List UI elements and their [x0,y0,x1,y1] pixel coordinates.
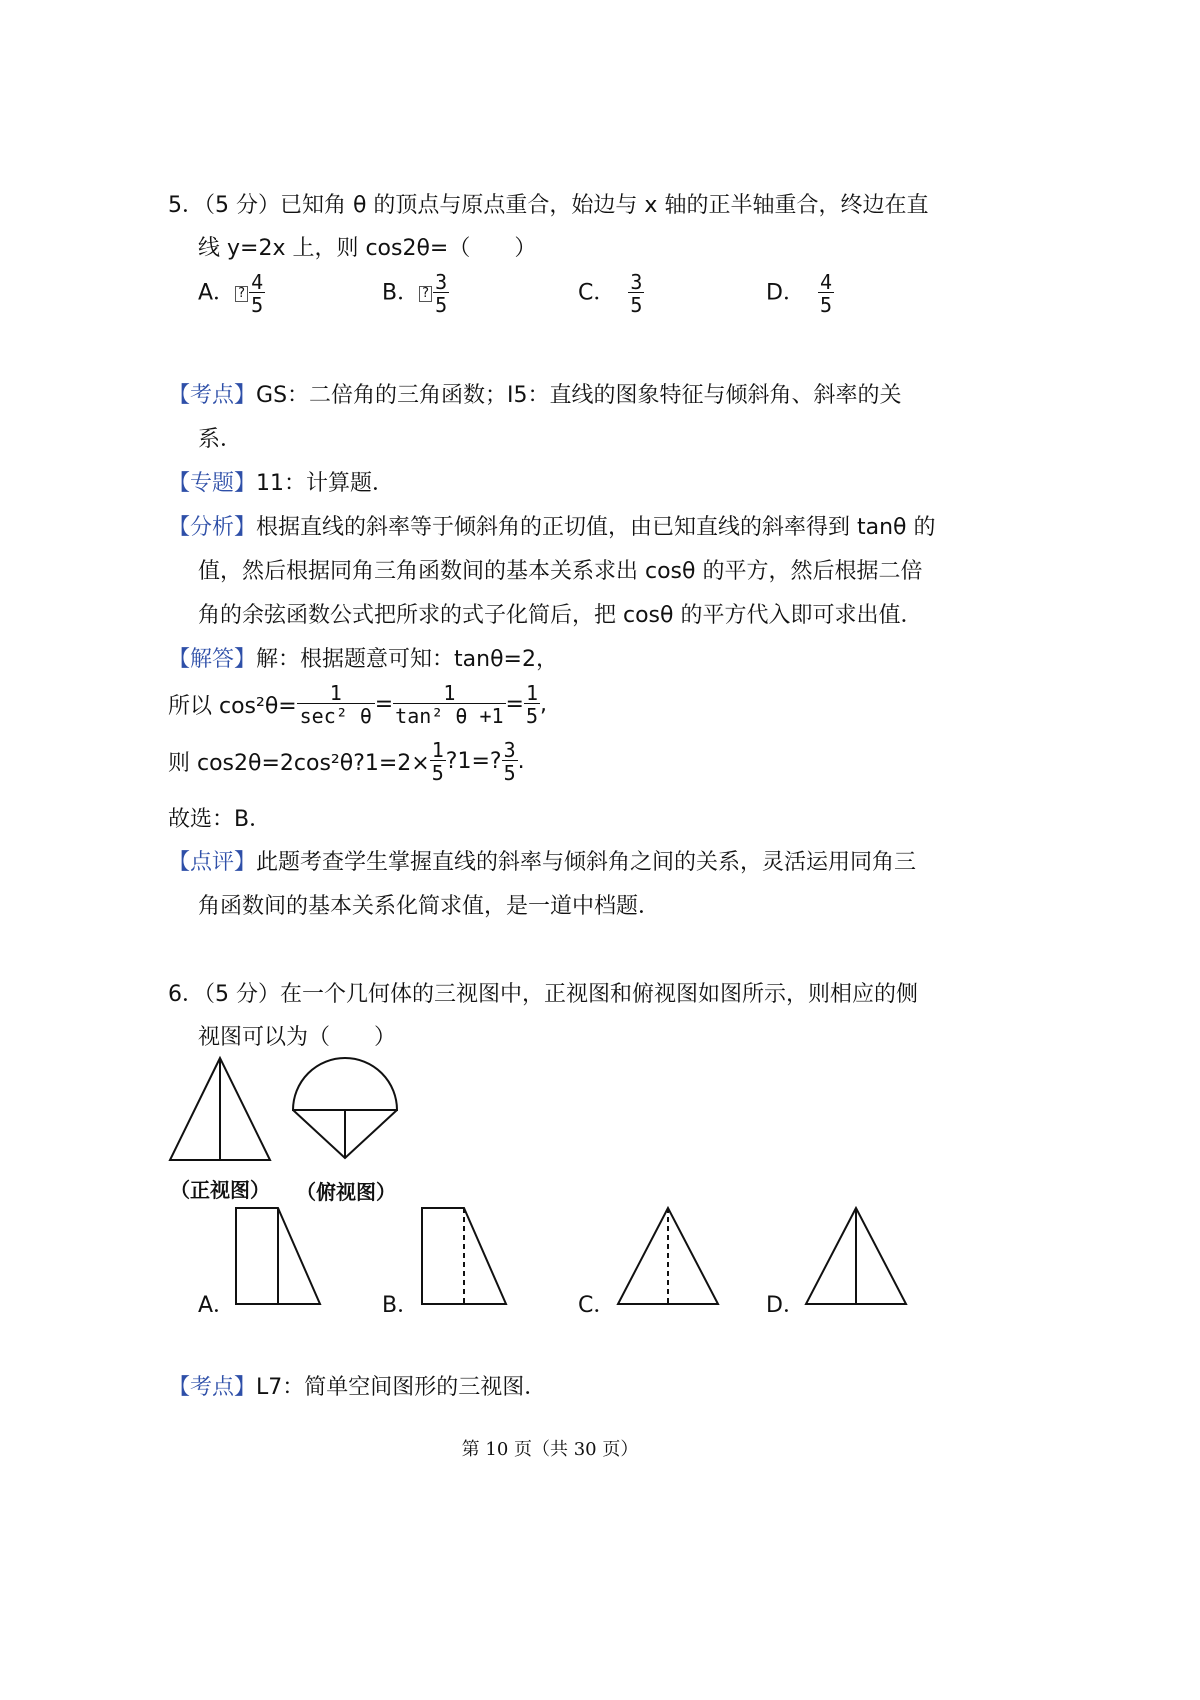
q5-line2: 线 y=2x 上，则 cos2θ=（ ） [198,236,537,261]
q6-option-c-figure [616,1206,722,1306]
dianping-tag: 【点评】 [168,850,257,875]
step2-frac1-num: 1 [431,737,444,762]
fenxi-tag: 【分析】 [168,515,257,540]
step1-frac2-num: 1 [443,680,456,705]
option-num: 4 [251,270,264,294]
q5-option-a [198,272,265,315]
option-den: 5 [435,293,448,317]
q6-line2: 视图可以为（ ） [198,1025,397,1050]
step1-eq2: = [505,691,524,717]
fenxi-text: 根据直线的斜率等于倾斜角的正切值，由已知直线的斜率得到 tanθ 的 [256,515,936,540]
front-view-label: （正视图） [170,1178,270,1202]
step1-frac3-num: 1 [525,680,539,705]
q5-fenxi [168,510,936,541]
q6-option-d-figure [804,1206,910,1306]
q5-dianping-line2: 角函数间的基本关系化简求值，是一道中档题． [198,894,661,919]
q6-line1: 6．（5 分）在一个几何体的三视图中，正视图和俯视图如图所示，则相应的侧 [168,982,918,1007]
q6-option-c-label: C． [578,1293,616,1318]
option-den: 5 [630,293,643,317]
q5-kaodian [168,378,902,409]
option-label: A． [198,280,236,306]
q5-jieda [168,642,558,673]
zhuanti-text: 11：计算题． [256,471,395,496]
q5-kaodian-cont: 系． [198,427,243,452]
option-den: 5 [819,293,832,317]
q6-option-a-figure [234,1206,324,1306]
step1-frac1-num: 1 [329,680,342,705]
step1-eq1: = [374,691,394,717]
kaodian-text: GS：二倍角的三角函数；I5：直线的图象特征与倾斜角、斜率的关 [256,383,902,408]
step2-frac1-den: 5 [431,760,444,785]
jieda-text: 解：根据题意可知：tanθ=2， [256,647,558,672]
q6-option-d-label: D． [766,1293,805,1318]
option-label: B． [382,280,420,306]
step1-frac3-den: 5 [525,703,539,728]
q5-dianping [168,845,916,876]
option-sign: ? [419,286,432,302]
step1-frac1-den: sec² θ [297,703,375,726]
jieda-tag: 【解答】 [168,647,257,672]
kaodian-tag: 【考点】 [168,1375,257,1400]
kaodian-tag: 【考点】 [168,383,257,408]
option-den: 5 [251,293,264,317]
zhuanti-tag: 【专题】 [168,471,257,496]
option-label: D． [766,280,805,306]
q5-fenxi-line2: 值，然后根据同角三角函数间的基本关系求出 cosθ 的平方，然后根据二倍 [198,559,923,584]
step2-mid: ?1=? [445,748,502,774]
q6-kaodian [168,1370,546,1401]
step2-end: . [517,748,525,774]
q5-option-b [382,272,449,315]
page-footer: 第 10 页（共 30 页） [461,1439,639,1460]
top-view-figure [290,1056,400,1162]
step2-frac2-den: 5 [503,760,516,785]
q5-option-c [578,272,644,315]
option-num: 3 [435,270,448,294]
dianping-text: 此题考查学生掌握直线的斜率与倾斜角之间的关系，灵活运用同角三 [256,850,917,875]
front-view-figure [168,1058,272,1162]
q5-answer: 故选：B． [168,807,272,832]
kaodian-text: L7：简单空间图形的三视图． [256,1375,547,1400]
option-label: C． [578,280,616,306]
q5-step1 [168,676,547,732]
top-view-label: （俯视图） [296,1180,396,1204]
option-sign: ? [235,286,248,302]
q5-step2 [168,736,525,786]
q6-option-b-figure [420,1206,510,1306]
q6-option-b-label: B． [382,1293,420,1318]
step1-prefix: 所以 cos²θ= [168,693,297,719]
q5-line1: 5．（5 分）已知角 θ 的顶点与原点重合，始边与 x 轴的正半轴重合，终边在直 [168,193,929,218]
step1-end: , [540,691,548,717]
step1-frac2-den: tan² θ +1 [395,703,504,728]
option-num: 4 [819,270,832,294]
option-num: 3 [630,270,643,294]
q5-option-d [766,272,834,315]
q5-zhuanti [168,466,394,497]
step2-frac2-num: 3 [503,737,516,762]
q6-option-a-label: A． [198,1293,236,1318]
step2-prefix: 则 cos2θ=2cos²θ?1=2× [168,750,430,776]
q5-fenxi-line3: 角的余弦函数公式把所求的式子化简后，把 cosθ 的平方代入即可求出值． [198,603,923,628]
